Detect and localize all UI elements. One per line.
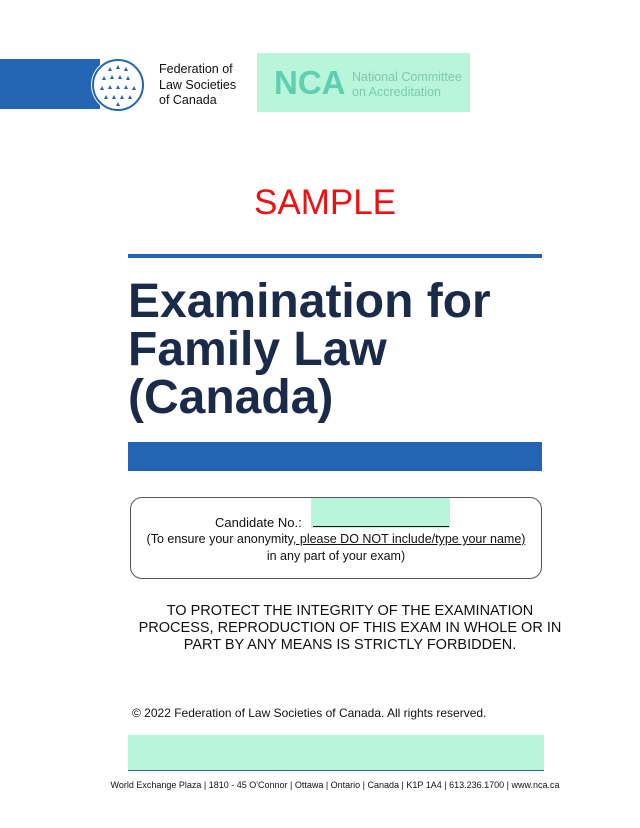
warning-line: PART BY ANY MEANS IS STRICTLY FORBIDDEN.	[183, 637, 517, 653]
candidate-number-label: Candidate No.:	[215, 515, 302, 530]
warning-line: PROCESS, REPRODUCTION OF THIS EXAM IN WHOLE OR IN	[138, 620, 562, 636]
exam-title-line: Family Law	[128, 323, 387, 376]
copyright-notice: © 2022 Federation of Law Societies of Canada. All rights reserved.	[132, 706, 487, 720]
footer-block	[128, 735, 544, 770]
flsc-organization-name	[159, 62, 269, 109]
title-bottom-band	[128, 442, 542, 471]
anonymity-note-emphasis: , please DO NOT include/type your name)	[292, 532, 526, 546]
anonymity-note-part3: in any part of your exam)	[266, 549, 406, 563]
flsc-name-line: of Canada	[159, 93, 217, 107]
nca-name-line: National Committee	[352, 70, 462, 84]
title-top-rule	[128, 254, 542, 258]
flsc-emblem-icon	[88, 57, 148, 113]
anonymity-note	[140, 531, 532, 565]
footer-address: World Exchange Plaza | 1810 - 45 O'Connor | Ottawa | Ontario | Canada | K1P 1A4 | 613.236.1700 | www.nca.ca	[110, 780, 560, 790]
candidate-number-field[interactable]	[311, 498, 450, 528]
exam-title-line: (Canada)	[128, 371, 334, 424]
anonymity-note-part1: (To ensure your anonymity	[146, 532, 293, 546]
flsc-logo-bar	[0, 59, 100, 109]
nca-name-line: on Accreditation	[352, 85, 441, 99]
sample-label: SAMPLE	[254, 183, 396, 222]
nca-full-name	[352, 70, 472, 100]
flsc-name-line: Law Societies	[159, 77, 237, 92]
candidate-number-underline	[313, 526, 449, 527]
warning-line: TO PROTECT THE INTEGRITY OF THE EXAMINATION	[166, 603, 534, 619]
reproduction-warning	[128, 603, 572, 654]
flsc-name-line: Federation of	[159, 62, 233, 76]
nca-logo-mark: NCA	[274, 64, 346, 101]
exam-title-line: Examination for	[128, 275, 491, 328]
footer-rule	[128, 770, 544, 771]
exam-title	[128, 275, 558, 424]
